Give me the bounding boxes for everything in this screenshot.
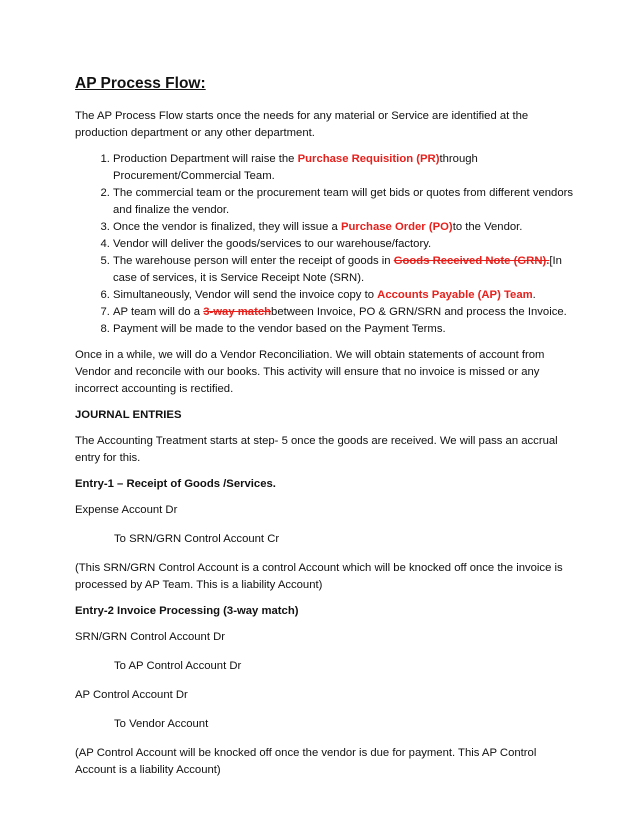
list-item: 8. Payment will be made to the vendor based on the Payment Terms. [113,321,578,338]
list-item: 2. The commercial team or the procurement team will get bids or quotes from different vendors and finalize the vendor. [113,185,578,219]
reconciliation-paragraph: Once in a while, we will do a Vendor Reconciliation. We will obtain statements of account from Vendor and reconcile with our books. This activity will ensure that no invoice is missed or any incorrect accounting is rectified. [75,349,545,395]
page-title: AP Process Flow: [75,75,206,92]
entry2-credit2: To Vendor Account [114,718,209,730]
intro-paragraph: The AP Process Flow starts once the needs for any material or Service are identified at the production department or any other department. [75,110,529,139]
highlight-term: 3-way match [203,306,272,318]
highlight-term: Purchase Order (PO) [340,221,453,233]
list-item: 4. Vendor will deliver the goods/services to our warehouse/factory. [113,236,578,253]
entry2-debit2: AP Control Account Dr [75,689,188,701]
journal-intro: The Accounting Treatment starts at step- 5 once the goods are received. We will pass an accrual entry for this. [75,435,558,464]
highlight-term: Goods Received Note (GRN). [393,255,550,267]
entry2-note: (AP Control Account will be knocked off once the vendor is due for payment. This AP Control Account is a liability Account) [75,747,537,776]
entry2-debit1: SRN/GRN Control Account Dr [75,631,226,643]
entry2-credit1: To AP Control Account Dr [114,660,242,672]
list-item: 5. The warehouse person will enter the receipt of goods in Goods Received Note (GRN).[In case of services, it is Service Receipt Note (SRN). [113,253,578,287]
list-item: 3. Once the vendor is finalized, they will issue a Purchase Order (PO)to the Vendor. [113,219,578,236]
entry1-note: (This SRN/GRN Control Account is a control Account which will be knocked off once the invoice is processed by AP Team. This is a liability Account) [75,562,563,591]
entry2-heading: Entry-2 Invoice Processing (3-way match) [75,605,299,617]
list-item: 1. Production Department will raise the Purchase Requisition (PR)through Procurement/Commercial Team. [113,151,578,185]
highlight-term: Purchase Requisition (PR) [297,153,440,165]
entry1-credit: To SRN/GRN Control Account Cr [114,533,280,545]
list-item: 6. Simultaneously, Vendor will send the invoice copy to Accounts Payable (AP) Team. [113,287,578,304]
journal-heading: JOURNAL ENTRIES [75,409,182,421]
list-item: 7. AP team will do a 3-way matchbetween Invoice, PO & GRN/SRN and process the Invoice. [113,304,578,321]
process-steps-list [75,151,578,338]
entry1-debit: Expense Account Dr [75,504,178,516]
entry1-heading: Entry-1 – Receipt of Goods /Services. [75,478,276,490]
highlight-term: Accounts Payable (AP) Team [377,289,533,301]
